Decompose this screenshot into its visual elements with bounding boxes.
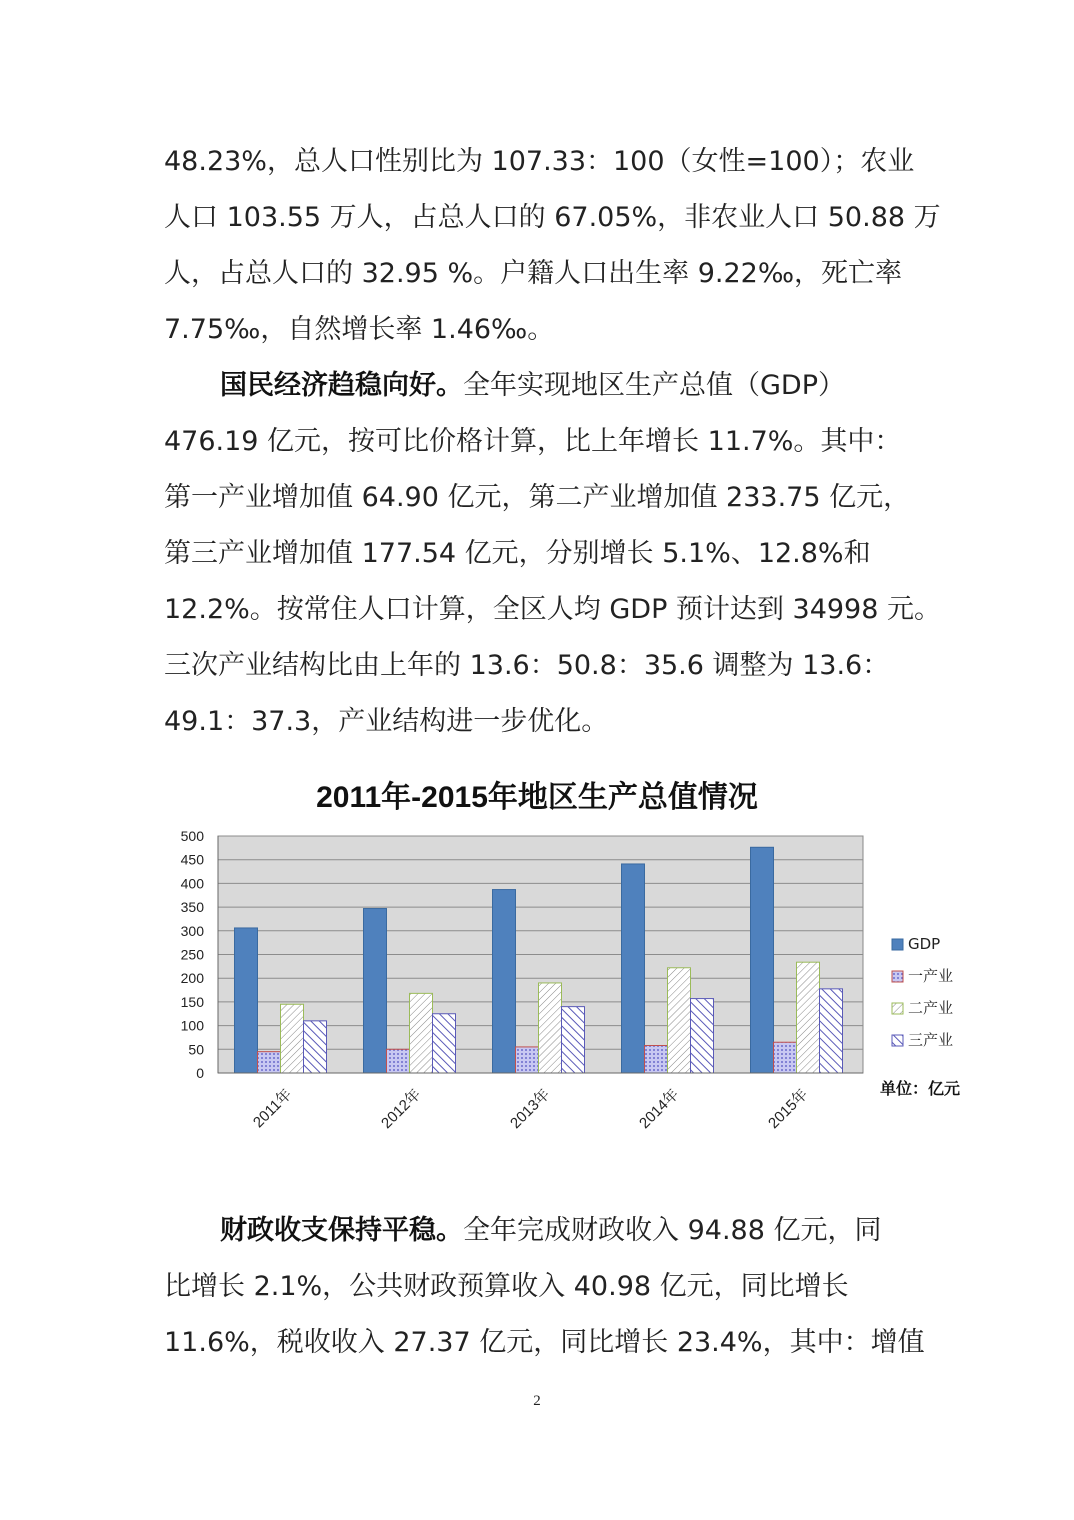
- legend-swatch-二产业: [892, 1003, 903, 1014]
- legend-label: GDP: [908, 935, 941, 953]
- page-number: 2: [533, 1393, 541, 1409]
- legend-swatch-三产业: [892, 1035, 903, 1046]
- legend-label: 一产业: [908, 967, 954, 985]
- text-line: 三次产业结构比由上年的 13.6：50.8：35.6 调整为 13.6：: [164, 650, 890, 681]
- x-tick-label: 2011年: [249, 1085, 296, 1132]
- text-line: 476.19 亿元，按可比价格计算，比上年增长 11.7%。其中：: [164, 426, 902, 457]
- y-tick-label: 100: [180, 1017, 204, 1034]
- text-line: 第三产业增加值 177.54 亿元，分别增长 5.1%、12.8%和: [164, 538, 871, 569]
- y-tick-label: 400: [180, 875, 204, 892]
- y-tick-label: 450: [180, 851, 204, 868]
- y-tick-label: 350: [180, 899, 204, 916]
- bar-二产业-2015年: [797, 962, 820, 1073]
- finance-heading: 财政收支保持平稳。: [220, 1215, 463, 1246]
- bar-三产业-2013年: [562, 1007, 585, 1073]
- x-tick-label: 2015年: [765, 1085, 812, 1133]
- text-line: 11.6%，税收收入 27.37 亿元，同比增长 23.4%，其中：增值: [164, 1327, 925, 1358]
- bar-三产业-2015年: [820, 989, 843, 1073]
- text-line: 49.1：37.3，产业结构进一步优化。: [164, 706, 609, 737]
- text-line: 7.75‰，自然增长率 1.46‰。: [164, 314, 555, 345]
- text-line: 比增长 2.1%，公共财政预算收入 40.98 亿元，同比增长: [164, 1271, 849, 1302]
- bar-二产业-2013年: [539, 983, 562, 1073]
- text-line: 12.2%。按常住人口计算，全区人均 GDP 预计达到 34998 元。: [164, 594, 941, 625]
- bar-GDP-2012年: [364, 909, 387, 1073]
- bar-二产业-2012年: [410, 993, 433, 1073]
- bar-三产业-2011年: [304, 1021, 327, 1073]
- unit-label: 单位：亿元: [880, 1081, 961, 1098]
- y-tick-label: 150: [180, 993, 204, 1010]
- bar-GDP-2015年: [751, 847, 774, 1073]
- text-line: 人口 103.55 万人，占总人口的 67.05%，非农业人口 50.88 万: [164, 202, 941, 233]
- chart-title: 2011年-2015年地区生产总值情况: [316, 781, 758, 814]
- economy-heading: 国民经济趋稳向好。: [220, 370, 463, 401]
- bar-一产业-2013年: [516, 1047, 539, 1073]
- gdp-bar-chart: [160, 820, 990, 1150]
- text-line: 全年完成财政收入 94.88 亿元，同: [463, 1215, 882, 1246]
- y-tick-label: 50: [188, 1041, 204, 1058]
- text-line: 人，占总人口的 32.95 %。户籍人口出生率 9.22‰，死亡率: [164, 258, 903, 289]
- bar-三产业-2012年: [433, 1014, 456, 1073]
- y-tick-label: 300: [180, 922, 204, 939]
- x-tick-label: 2013年: [507, 1085, 554, 1133]
- legend-label: 二产业: [908, 999, 954, 1017]
- bar-GDP-2011年: [235, 928, 258, 1073]
- bar-二产业-2014年: [668, 968, 691, 1073]
- text-line: 第一产业增加值 64.90 亿元，第二产业增加值 233.75 亿元，: [164, 482, 911, 513]
- legend-swatch-GDP: [892, 939, 903, 950]
- x-tick-label: 2014年: [636, 1085, 683, 1133]
- bar-GDP-2014年: [622, 864, 645, 1073]
- bar-GDP-2013年: [493, 890, 516, 1073]
- text-line: 48.23%，总人口性别比为 107.33：100（女性=100）；农业: [164, 146, 915, 177]
- y-tick-label: 250: [180, 946, 204, 963]
- bar-一产业-2011年: [258, 1052, 281, 1073]
- x-tick-label: 2012年: [378, 1085, 425, 1133]
- y-tick-label: 500: [180, 828, 204, 844]
- bar-一产业-2015年: [774, 1042, 797, 1073]
- bar-一产业-2012年: [387, 1049, 410, 1073]
- bar-一产业-2014年: [645, 1046, 668, 1073]
- legend-swatch-一产业: [892, 971, 903, 982]
- text-line: 全年实现地区生产总值（GDP）: [463, 370, 845, 401]
- bar-二产业-2011年: [281, 1004, 304, 1073]
- legend-label: 三产业: [908, 1031, 954, 1049]
- bar-三产业-2014年: [691, 999, 714, 1073]
- y-tick-label: 200: [180, 970, 204, 987]
- y-tick-label: 0: [196, 1065, 204, 1081]
